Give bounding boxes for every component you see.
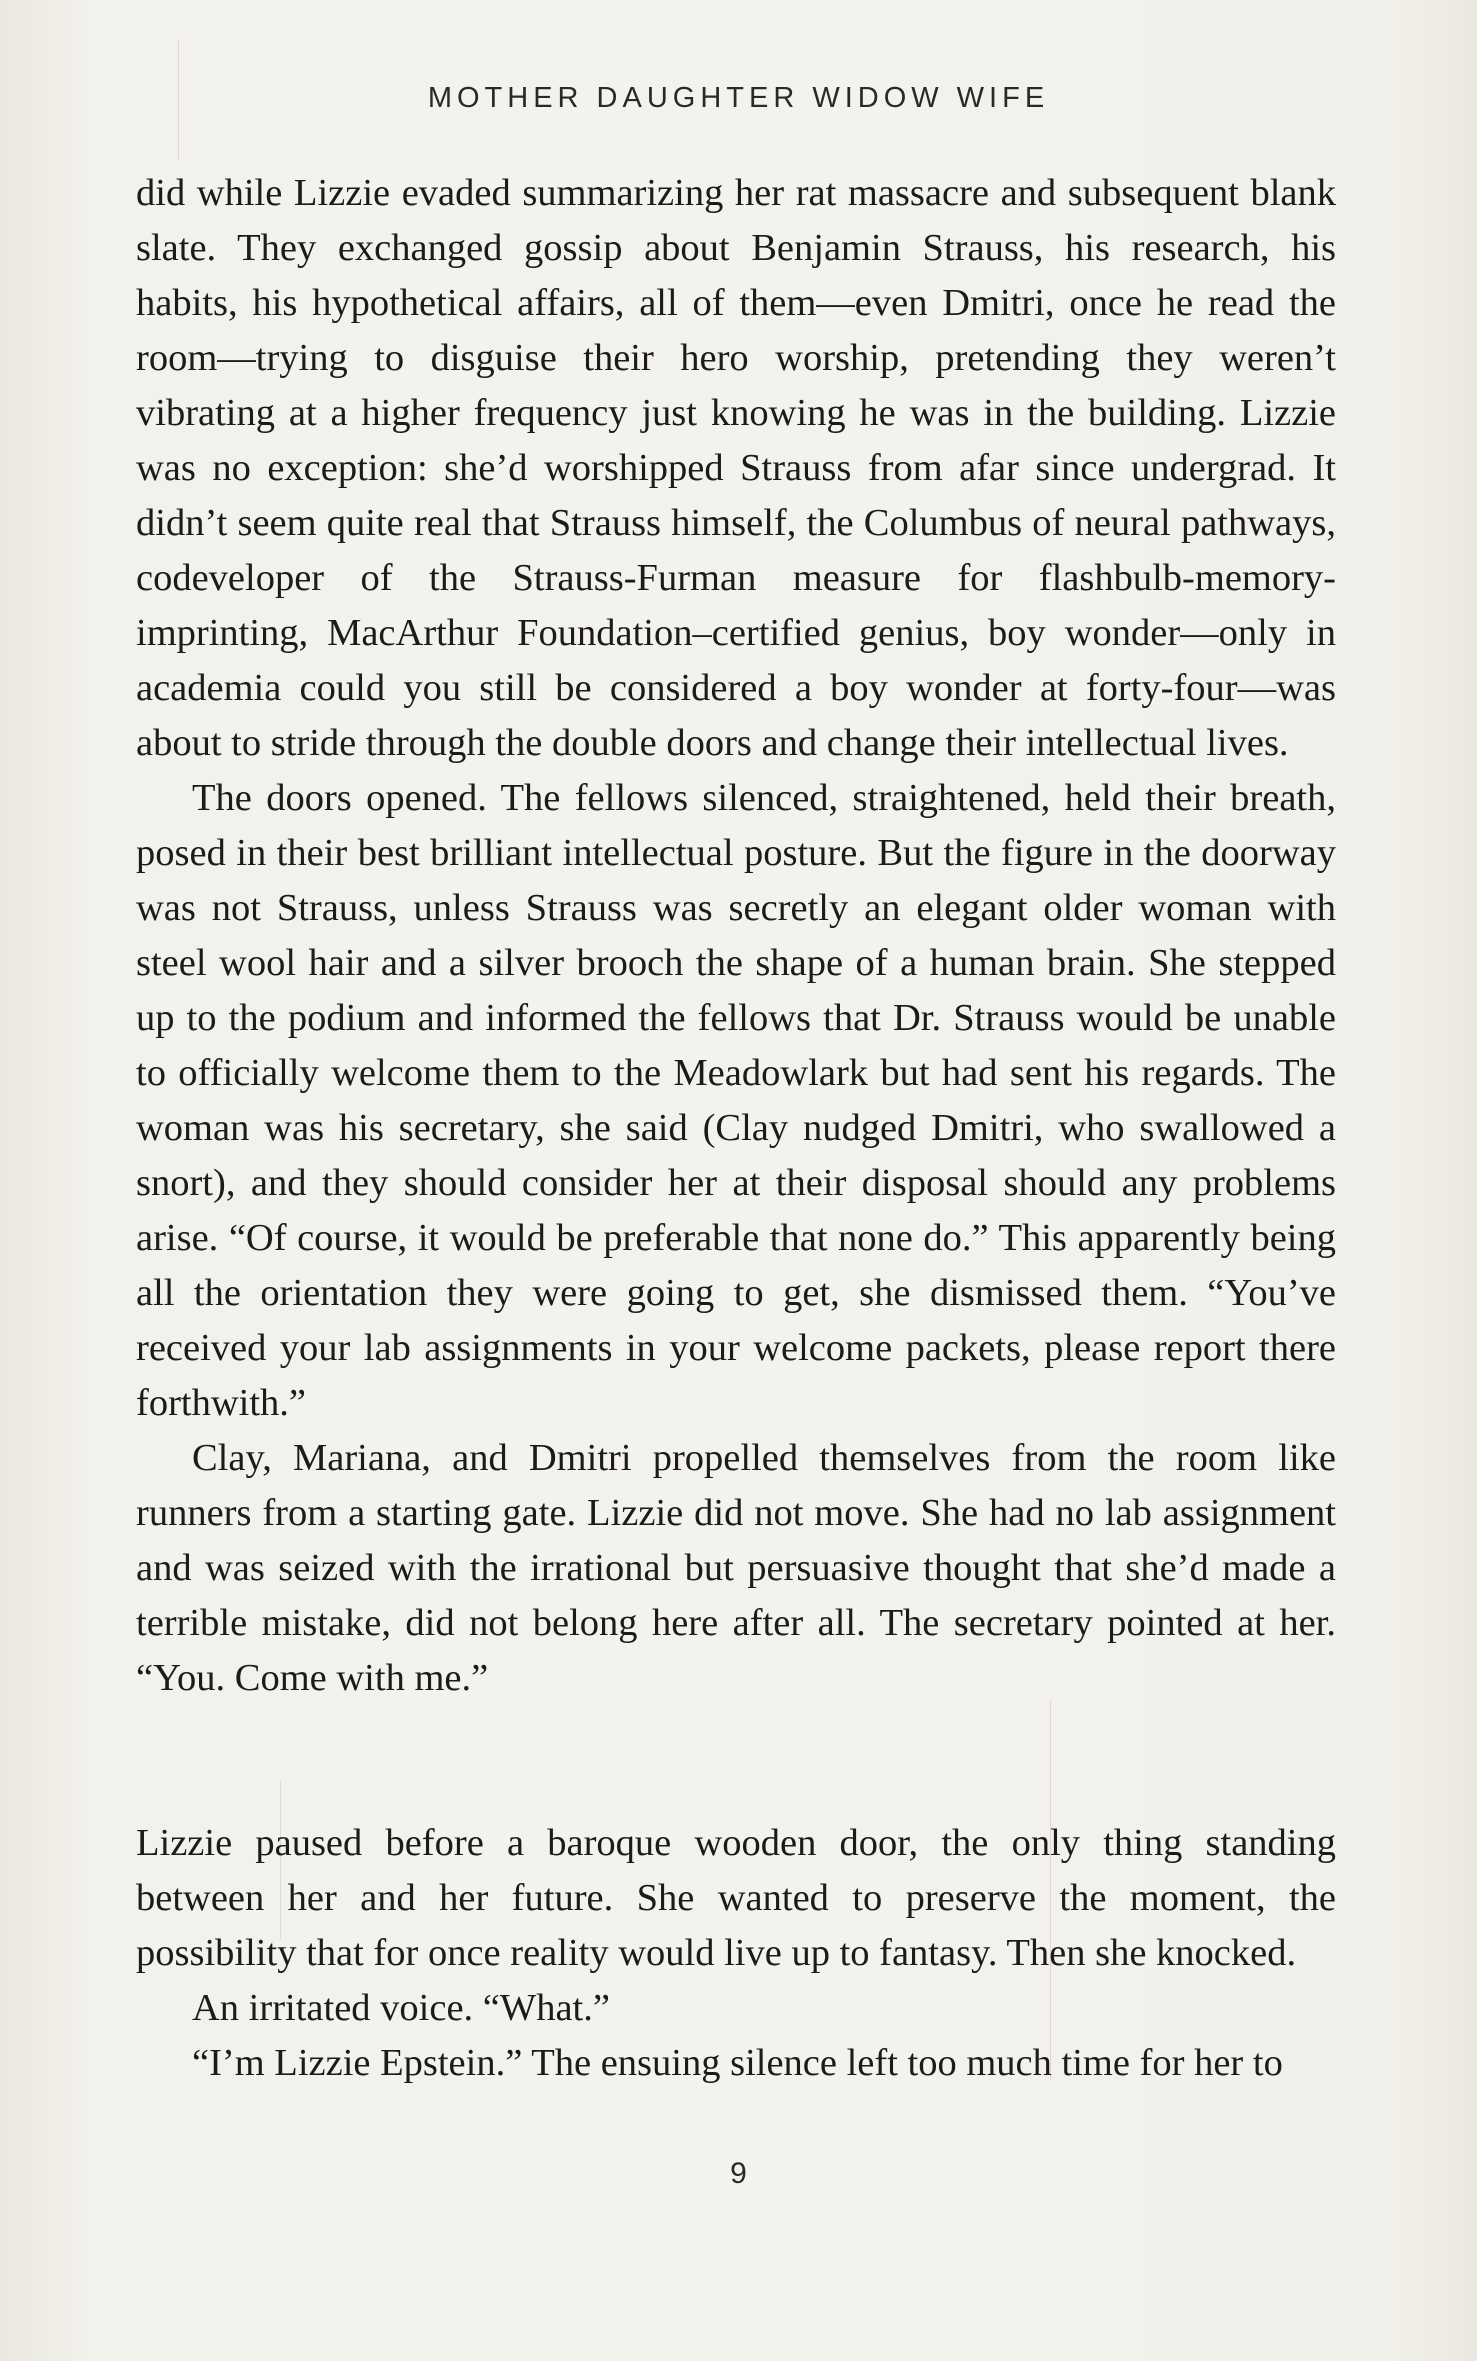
paragraph-continued: did while Lizzie evaded summarizing her rat massacre and subsequent blank slate. They exchanged gossip about Benjamin Strauss, his research, his habits, his hypothetical affairs, all of them—even Dmitri, once he read the room—trying to disguise their hero worship, pretending they weren’t vibrating at a higher frequency just knowing he was in the building. Lizzie was no exception: she’d worshipped Strauss from afar since undergrad. It didn’t seem quite real that Strauss himself, the Columbus of neural pathways, codeveloper of the Strauss-Furman measure for flashbulb-memory-imprinting, MacArthur Foundation–certified genius, boy wonder—only in academia could you still be considered a boy wonder at forty-four—was about to stride through the double doors and change their intellectual lives.	[136, 172, 1336, 764]
page-number: 9	[730, 2157, 747, 2190]
paragraph: Clay, Mariana, and Dmitri propelled themselves from the room like runners from a starting gate. Lizzie did not move. She had no lab assignment and was seized with the irrational but persuasive thought that she’d made a terrible mistake, did not belong here after all. The secretary pointed at her. “You. Come with me.”	[136, 1437, 1336, 1699]
paragraph: An irritated voice. “What.”	[192, 1987, 610, 2029]
body-text	[136, 166, 1336, 2091]
paragraph-section-start: Lizzie paused before a baroque wooden door, the only thing standing between her and her future. She wanted to preserve the moment, the possibility that for once reality would live up to fantasy. Then she knocked.	[136, 1822, 1336, 1974]
paragraph: The doors opened. The fellows silenced, straightened, held their breath, posed in their best brilliant intellectual posture. But the figure in the doorway was not Strauss, unless Strauss was secretly an elegant older woman with steel wool hair and a silver brooch the shape of a human brain. She stepped up to the podium and informed the fellows that Dr. Strauss would be unable to officially welcome them to the Meadowlark but had sent his regards. The woman was his secretary, she said (Clay nudged Dmitri, who swallowed a snort), and they should consider her at their disposal should any problems arise. “Of course, it would be preferable that none do.” This apparently being all the orientation they were going to get, she dismissed them. “You’ve received your lab assignments in your welcome packets, please report there forthwith.”	[136, 777, 1336, 1424]
section-break	[136, 1706, 1336, 1816]
running-head: MOTHER DAUGHTER WIDOW WIFE	[427, 82, 1050, 114]
paragraph: “I’m Lizzie Epstein.” The ensuing silence left too much time for her to	[192, 2042, 1283, 2084]
